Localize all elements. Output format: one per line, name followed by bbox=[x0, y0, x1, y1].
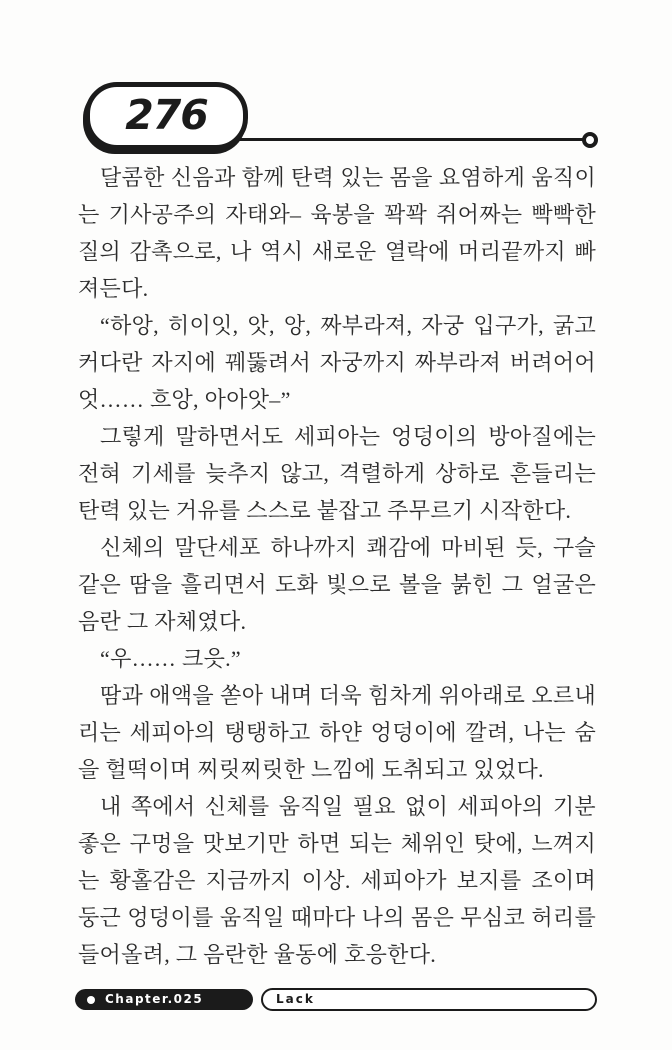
header-rule bbox=[220, 138, 584, 141]
chapter-badge bbox=[75, 989, 253, 1010]
page-number: 276 bbox=[125, 91, 208, 139]
paragraph: 신체의 말단세포 하나까지 쾌감에 마비된 듯, 구슬 같은 땀을 흘리면서 도화 빛으로 볼을 붉힌 그 얼굴은 음란 그 자체였다. bbox=[78, 535, 596, 634]
author-badge bbox=[261, 988, 597, 1011]
header-rule-end-dot-icon bbox=[582, 132, 598, 148]
page-number-badge bbox=[85, 82, 248, 150]
body-text bbox=[78, 159, 596, 973]
paragraph: 그렇게 말하면서도 세피아는 엉덩이의 방아질에는 전혀 기세를 늦추지 않고, 격렬하게 상하로 흔들리는 탄력 있는 거유를 스스로 붙잡고 주무르기 시작한다. bbox=[78, 424, 596, 523]
paragraph: 내 쪽에서 신체를 움직일 필요 없이 세피아의 기분 좋은 구멍을 맛보기만 하면 되는 체위인 탓에, 느껴지는 황홀감은 지금까지 이상. 세피아가 보지를 조이며 둥근 엉덩이를 움직일 때마다 나의 몸은 무심코 허리를 들어올려, 그 음란한 율동에 호응한다. bbox=[78, 794, 596, 967]
chapter-label: Chapter.025 bbox=[105, 991, 204, 1006]
paragraph: 달콤한 신음과 함께 탄력 있는 몸을 요염하게 움직이는 기사공주의 자태와– 육봉을 꽉꽉 쥐어짜는 빡빡한 질의 감촉으로, 나 역시 새로운 열락에 머리끝까지 빠져든다. bbox=[78, 165, 596, 301]
author-label: Lack bbox=[276, 991, 315, 1006]
chapter-dot-icon bbox=[87, 996, 95, 1004]
paragraph: “하앙, 히이잇, 앗, 앙, 짜부라져, 자궁 입구가, 굵고 커다란 자지에 꿰뚫려서 자궁까지 짜부라져 버려어어엇…… 흐앙, 아아앗–” bbox=[78, 313, 596, 412]
paragraph: 땀과 애액을 쏟아 내며 더욱 힘차게 위아래로 오르내리는 세피아의 탱탱하고 하얀 엉덩이에 깔려, 나는 숨을 헐떡이며 찌릿찌릿한 느낌에 도취되고 있었다. bbox=[78, 683, 596, 782]
paragraph: “우…… 크읏.” bbox=[100, 646, 241, 671]
